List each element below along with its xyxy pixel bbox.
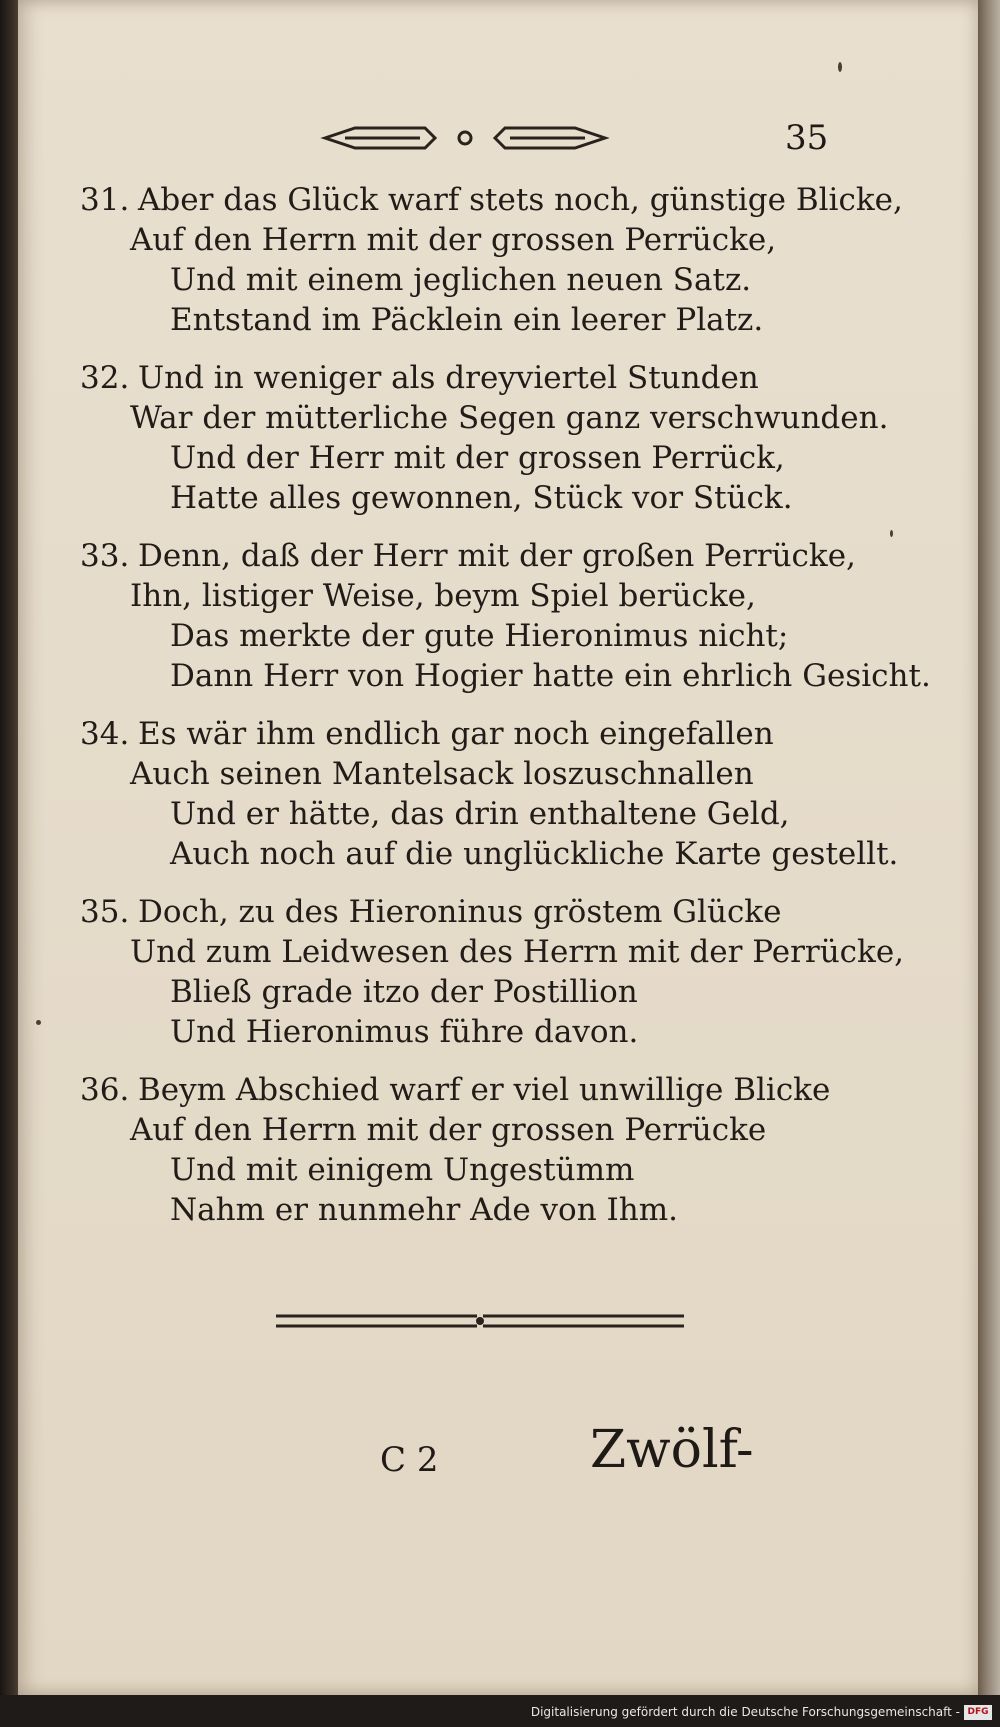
verse-line: Auch seinen Mantelsack loszuschnallen bbox=[130, 756, 754, 792]
verse-line: Auf den Herrn mit der grossen Perrücke bbox=[130, 1112, 767, 1148]
verse-line: Und mit einem jeglichen neuen Satz. bbox=[170, 262, 752, 298]
paper-speck bbox=[890, 530, 893, 537]
verse-line: Und der Herr mit der grossen Perrück, bbox=[170, 440, 785, 476]
verse-line: Entstand im Päcklein ein leerer Platz. bbox=[170, 302, 764, 338]
stanza-number: 33. bbox=[80, 538, 130, 574]
verse-line: Und mit einigem Ungestümm bbox=[170, 1152, 635, 1188]
verse-line: Und zum Leidwesen des Herrn mit der Perrücke, bbox=[130, 934, 905, 970]
poem-text bbox=[80, 180, 931, 1248]
stanza-number: 35. bbox=[80, 894, 130, 930]
verse-line: Ihn, listiger Weise, beym Spiel berücke, bbox=[130, 578, 756, 614]
verse-line: 36. Beym Abschied warf er viel unwillige Blicke bbox=[80, 1072, 831, 1108]
stanza-33 bbox=[80, 536, 931, 696]
verse-line: 35. Doch, zu des Hieroninus gröstem Glücke bbox=[80, 894, 782, 930]
page-number: 35 bbox=[785, 118, 829, 158]
stanza-31 bbox=[80, 180, 903, 340]
verse-line: 33. Denn, daß der Herr mit der großen Perrücke, bbox=[80, 538, 856, 574]
catchword: Zwölf- bbox=[590, 1420, 754, 1480]
verse-line: 32. Und in weniger als dreyviertel Stunden bbox=[80, 360, 759, 396]
stanza-36 bbox=[80, 1070, 880, 1230]
verse-line: Auf den Herrn mit der grossen Perrücke, bbox=[130, 222, 777, 258]
verse-line: Bließ grade itzo der Postillion bbox=[170, 974, 638, 1010]
verse-line: 34. Es wär ihm endlich gar noch eingefallen bbox=[80, 716, 774, 752]
stanza-number: 36. bbox=[80, 1072, 130, 1108]
stanza-35 bbox=[80, 892, 905, 1052]
verse-line: Auch noch auf die unglückliche Karte gestellt. bbox=[170, 836, 899, 872]
verse-line: Das merkte der gute Hieronimus nicht; bbox=[170, 618, 789, 654]
paper-speck bbox=[36, 1020, 41, 1025]
verse-line: War der mütterliche Segen ganz verschwunden. bbox=[130, 400, 889, 436]
funding-credit: Digitalisierung gefördert durch die Deutsche Forschungsgemeinschaft - bbox=[530, 1705, 960, 1719]
verse-line: Und Hieronimus führe davon. bbox=[170, 1014, 639, 1050]
verse-line: Dann Herr von Hogier hatte ein ehrlich Gesicht. bbox=[170, 658, 931, 694]
stanza-number: 32. bbox=[80, 360, 130, 396]
stanza-number: 34. bbox=[80, 716, 130, 752]
verse-line: Nahm er nunmehr Ade von Ihm. bbox=[170, 1192, 679, 1228]
stanza-34 bbox=[80, 714, 899, 874]
closing-rule-ornament bbox=[272, 1308, 688, 1334]
header-ornament bbox=[315, 120, 615, 156]
verse-line: Und er hätte, das drin enthaltene Geld, bbox=[170, 796, 790, 832]
page-fore-edge bbox=[978, 0, 1000, 1695]
paper-speck bbox=[838, 62, 842, 72]
verse-line: Hatte alles gewonnen, Stück vor Stück. bbox=[170, 480, 793, 516]
stanza-number: 31. bbox=[80, 182, 130, 218]
dfg-logo: DFG bbox=[964, 1705, 992, 1720]
stanza-32 bbox=[80, 358, 889, 518]
verse-line: 31. Aber das Glück warf stets noch, günstige Blicke, bbox=[80, 182, 903, 218]
signature-mark: C 2 bbox=[380, 1440, 439, 1480]
